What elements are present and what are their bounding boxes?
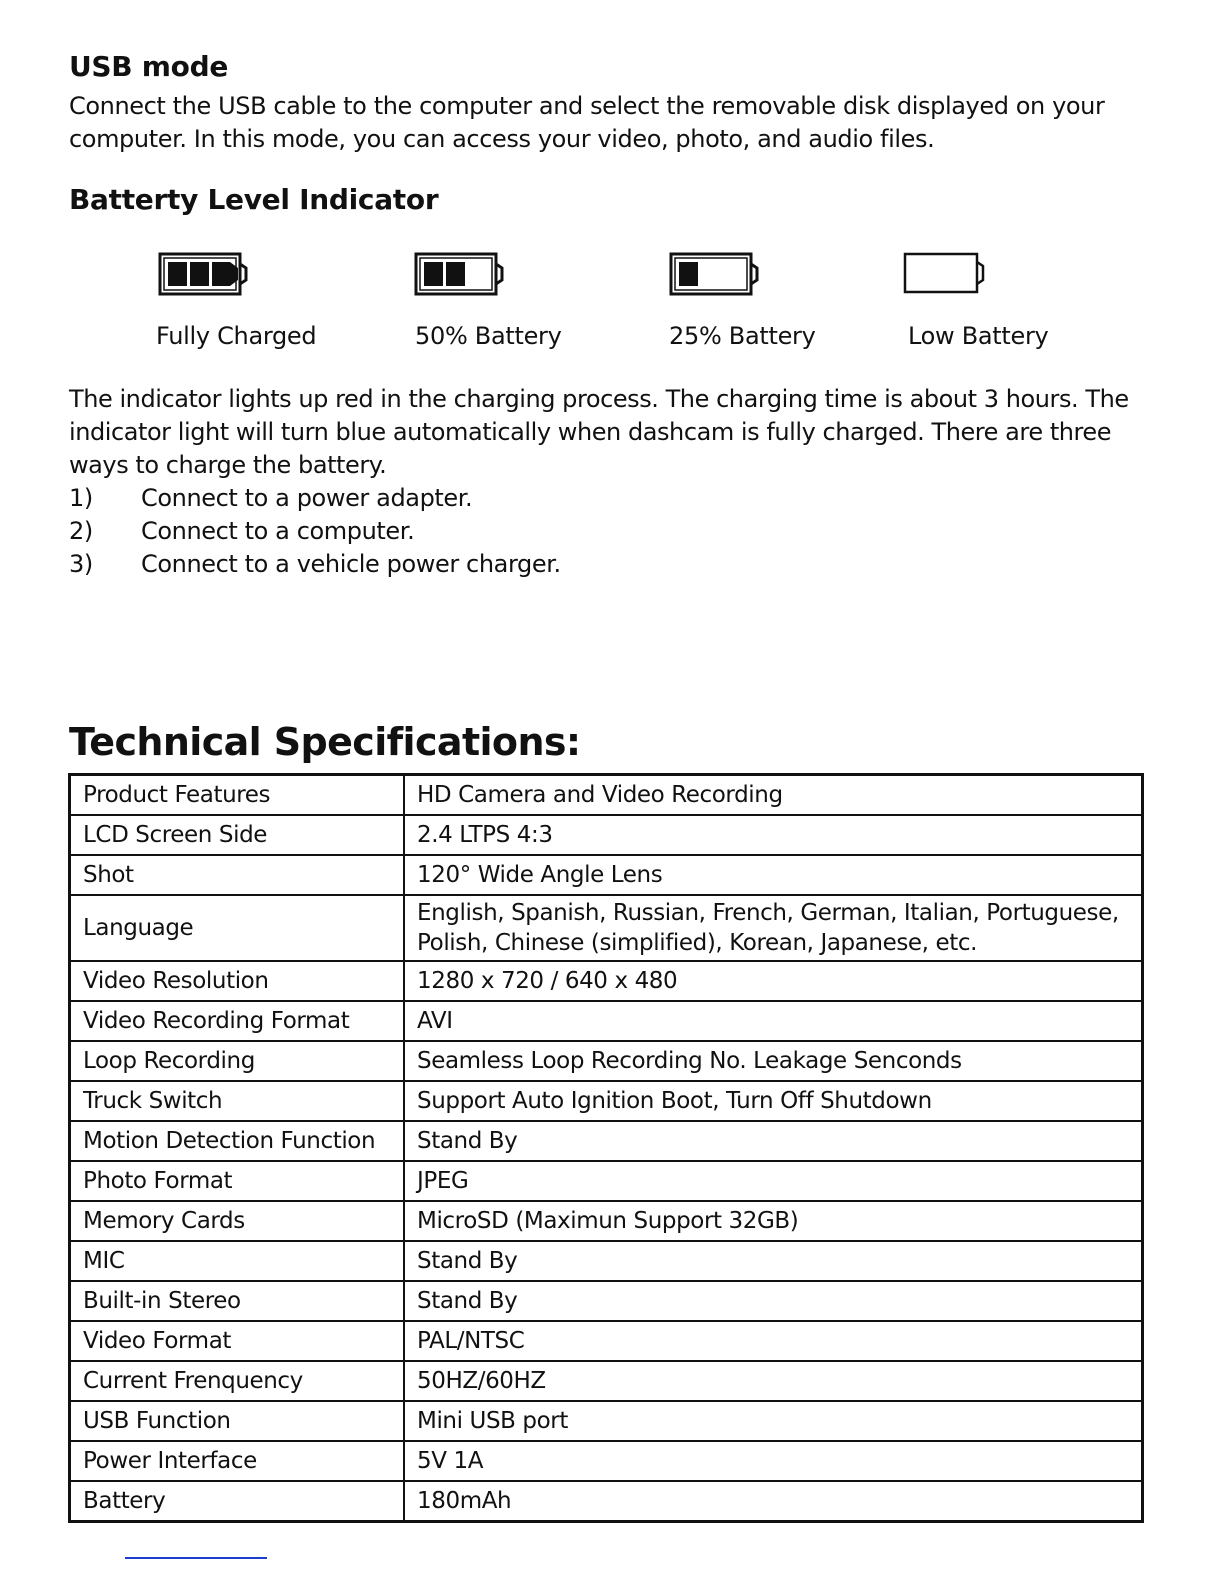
spec-key: LCD Screen Side [70, 815, 405, 855]
spec-key: Built-in Stereo [70, 1281, 405, 1321]
table-row [70, 1001, 1143, 1041]
spec-value: MicroSD (Maximun Support 32GB) [404, 1201, 1143, 1241]
spec-value: 120° Wide Angle Lens [404, 855, 1143, 895]
spec-value: 1280 x 720 / 640 x 480 [404, 961, 1143, 1001]
spec-value: 180mAh [404, 1481, 1143, 1522]
step-number: 2) [69, 517, 93, 545]
technical-specifications-heading: Technical Specifications: [69, 720, 581, 764]
table-row [70, 1361, 1143, 1401]
spec-key: Power Interface [70, 1441, 405, 1481]
battery-full-icon [158, 250, 250, 298]
spec-key: Battery [70, 1481, 405, 1522]
spec-key: Motion Detection Function [70, 1121, 405, 1161]
table-row [70, 895, 1143, 961]
step-text: Connect to a computer. [141, 517, 415, 545]
battery-label-low: Low Battery [908, 322, 1049, 350]
battery-label-half: 50% Battery [415, 322, 562, 350]
table-row [70, 1161, 1143, 1201]
spec-value: JPEG [404, 1161, 1143, 1201]
table-row [70, 1281, 1143, 1321]
spec-key: Video Format [70, 1321, 405, 1361]
spec-value: English, Spanish, Russian, French, German, Italian, Portuguese, Polish, Chinese (simplified), Korean, Japanese, etc. [404, 895, 1143, 961]
table-row [70, 1201, 1143, 1241]
specifications-table [68, 773, 1144, 1523]
spec-key: Loop Recording [70, 1041, 405, 1081]
list-item [69, 482, 561, 515]
list-item [69, 548, 561, 581]
table-row [70, 815, 1143, 855]
battery-empty-icon [903, 250, 995, 298]
table-row [70, 1121, 1143, 1161]
spec-value: Mini USB port [404, 1401, 1143, 1441]
spec-value: 5V 1A [404, 1441, 1143, 1481]
spec-value: Support Auto Ignition Boot, Turn Off Shutdown [404, 1081, 1143, 1121]
table-row [70, 1041, 1143, 1081]
table-row [70, 961, 1143, 1001]
list-item [69, 515, 561, 548]
spec-value: Stand By [404, 1241, 1143, 1281]
spec-value: 50HZ/60HZ [404, 1361, 1143, 1401]
table-row [70, 1401, 1143, 1441]
table-row [70, 1481, 1143, 1522]
spec-key: Current Frenquency [70, 1361, 405, 1401]
battery-quarter-icon [669, 250, 761, 298]
spec-value: 2.4 LTPS 4:3 [404, 815, 1143, 855]
charging-steps-list [69, 482, 561, 581]
usb-mode-text: Connect the USB cable to the computer and select the removable disk displayed on your computer. In this mode, you can access your video, photo, and audio files. [69, 92, 1105, 153]
table-row [70, 855, 1143, 895]
spec-key: MIC [70, 1241, 405, 1281]
table-row [70, 1321, 1143, 1361]
spec-key: Shot [70, 855, 405, 895]
table-row [70, 1441, 1143, 1481]
spec-key: Video Recording Format [70, 1001, 405, 1041]
spec-key: Video Resolution [70, 961, 405, 1001]
battery-indicator-heading: Batterty Level Indicator [69, 183, 439, 216]
step-number: 3) [69, 550, 93, 578]
spec-value: Stand By [404, 1281, 1143, 1321]
charging-text: The indicator lights up red in the charging process. The charging time is about 3 hours. The indicator light will turn blue automatically when dashcam is fully charged. There are three ways to charge the battery. [69, 385, 1129, 479]
table-row [70, 1081, 1143, 1121]
footer-divider [125, 1557, 267, 1559]
step-text: Connect to a vehicle power charger. [141, 550, 561, 578]
spec-key: Memory Cards [70, 1201, 405, 1241]
spec-key: Truck Switch [70, 1081, 405, 1121]
step-text: Connect to a power adapter. [141, 484, 473, 512]
spec-key: Photo Format [70, 1161, 405, 1201]
spec-value: PAL/NTSC [404, 1321, 1143, 1361]
spec-key: Product Features [70, 775, 405, 816]
spec-value: Stand By [404, 1121, 1143, 1161]
table-row [70, 1241, 1143, 1281]
spec-key: USB Function [70, 1401, 405, 1441]
usb-mode-heading: USB mode [69, 50, 229, 83]
spec-value: AVI [404, 1001, 1143, 1041]
spec-value: Seamless Loop Recording No. Leakage Senconds [404, 1041, 1143, 1081]
battery-label-quarter: 25% Battery [669, 322, 816, 350]
battery-half-icon [414, 250, 506, 298]
spec-key: Language [70, 895, 405, 961]
table-row [70, 775, 1143, 816]
step-number: 1) [69, 484, 93, 512]
battery-label-full: Fully Charged [156, 322, 317, 350]
spec-value: HD Camera and Video Recording [404, 775, 1143, 816]
